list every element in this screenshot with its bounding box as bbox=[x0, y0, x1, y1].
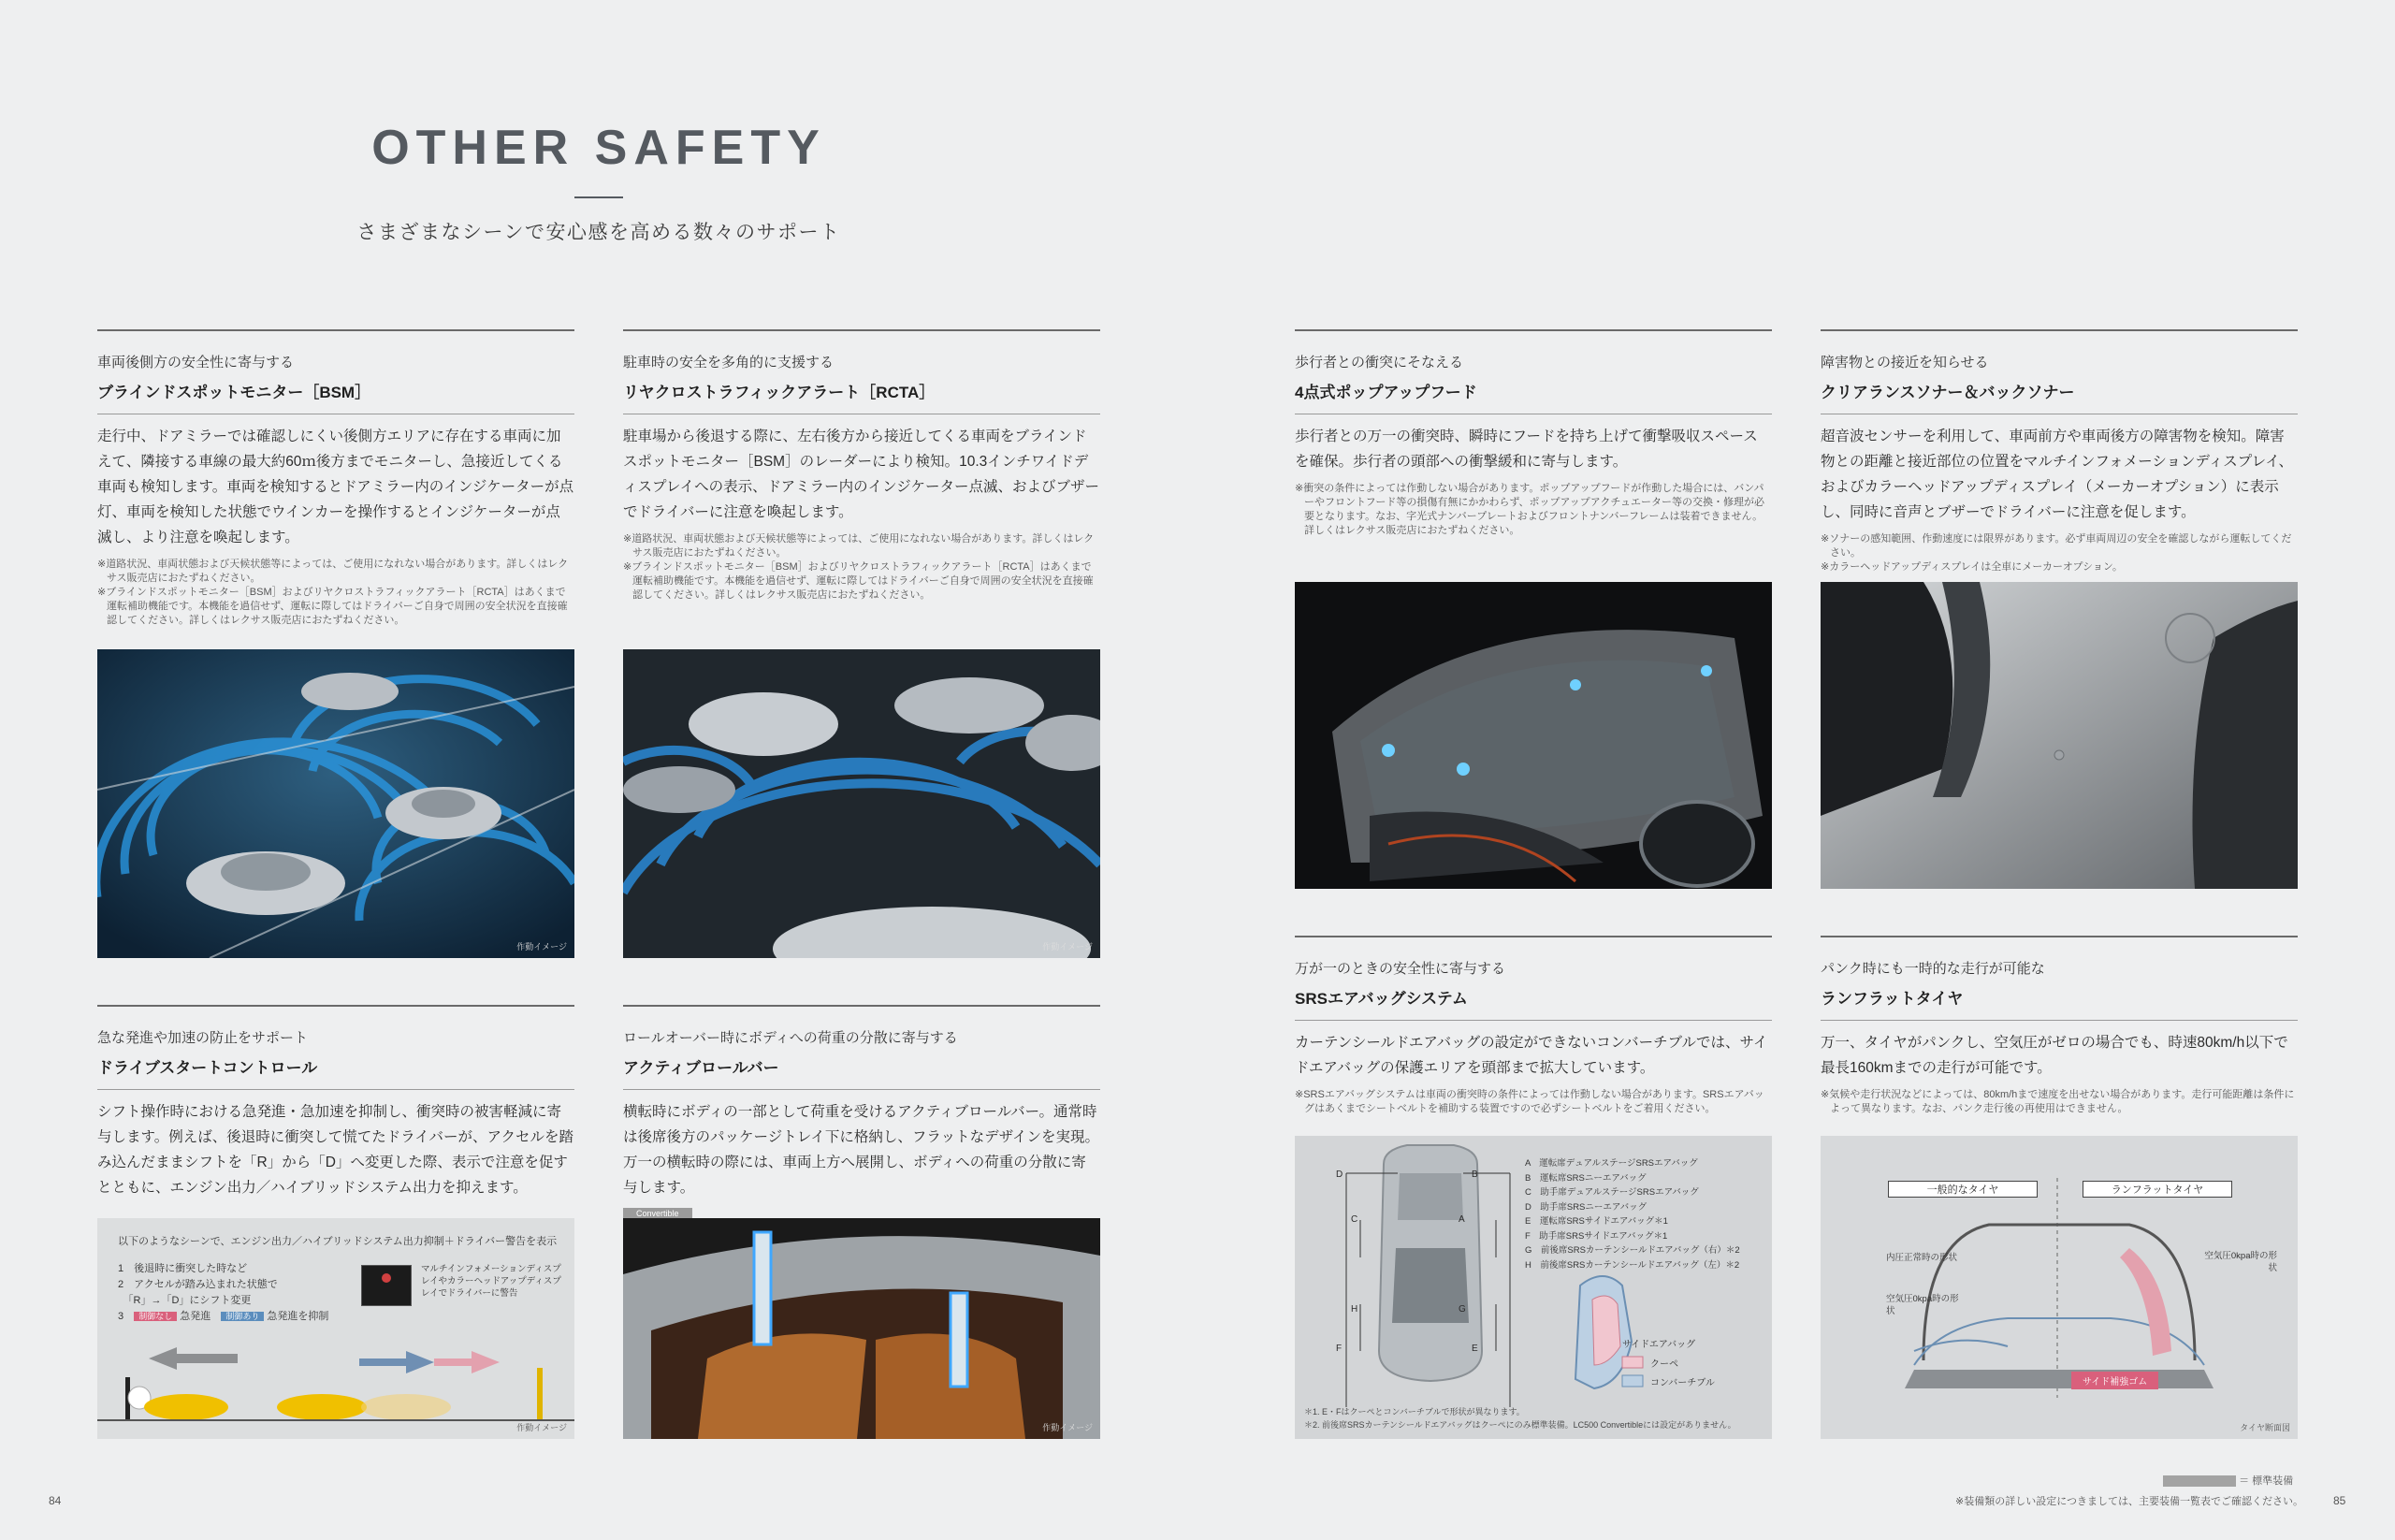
section-lead: 車両後側方の安全性に寄与する bbox=[97, 355, 295, 370]
section-bsm bbox=[97, 329, 574, 628]
section-title: 4点式ポップアップフード bbox=[1295, 384, 1477, 401]
title-divider bbox=[574, 196, 623, 198]
photo-caption: 作動イメージ bbox=[1042, 942, 1093, 952]
label-zero-right: 空気圧0kpa時の形状 bbox=[2204, 1251, 2277, 1273]
airbag-item: D 助手席SRSニーエアバッグ bbox=[1525, 1201, 1647, 1213]
label-e: E bbox=[1472, 1344, 1478, 1354]
section-rcta bbox=[623, 329, 1100, 603]
footer-note: ※装備類の詳しい設定につきましては、主要装備一覧表でご確認ください。 bbox=[1955, 1496, 2303, 1507]
airbag-item: E 運転席SRSサイドエアバッグ＊1 bbox=[1525, 1216, 1668, 1227]
section-body: 歩行者との万一の衝突時、瞬時にフードを持ち上げて衝撃吸収スペースを確保。歩行者の頭部への衝撃緩和に寄与します。 bbox=[1295, 429, 1758, 470]
rollbar-photo bbox=[623, 1218, 1100, 1439]
photo-caption: タイヤ断面図 bbox=[2240, 1423, 2290, 1432]
section-lead: 駐車時の安全を多角的に支援する bbox=[623, 355, 835, 370]
bsm-photo bbox=[97, 649, 574, 958]
srs-footnotes bbox=[1304, 1405, 1736, 1431]
panel-heading: 以下のようなシーンで、エンジン出力／ハイブリッドシステム出力抑制＋ドライバー警告を表示 bbox=[118, 1236, 558, 1247]
label-c: C bbox=[1351, 1214, 1358, 1225]
list-item: 3 制御なし 急発進 制御あり 急発進を抑制 bbox=[118, 1311, 329, 1322]
page-title: OTHER SAFETY bbox=[371, 121, 826, 175]
note: ※道路状況、車両状態および天候状態等によっては、ご使用になれない場合があります。詳しくはレクサス販売店におたずねください。 bbox=[97, 559, 569, 584]
label-h: H bbox=[1351, 1304, 1358, 1315]
airbag-item: A 運転席デュアルステージSRSエアバッグ bbox=[1525, 1158, 1698, 1169]
list-item: 2 アクセルが踏み込まれた状態で bbox=[118, 1279, 278, 1290]
airbag-item: B 運転席SRSニーエアバッグ bbox=[1525, 1172, 1647, 1184]
airbag-item: C 助手席デュアルステージSRSエアバッグ bbox=[1525, 1187, 1699, 1198]
rcta-illustration bbox=[623, 649, 1100, 958]
section-title: ランフラットタイヤ bbox=[1821, 990, 1964, 1008]
section-top-rule bbox=[97, 329, 574, 331]
standard-equipment-legend bbox=[2163, 1473, 2293, 1488]
section-lead: 歩行者との衝突にそなえる bbox=[1295, 355, 1464, 370]
legend-coupe: クーペ bbox=[1650, 1359, 1678, 1370]
section-rule bbox=[97, 1089, 574, 1090]
footnote: ＊2. 前後席SRSカーテンシールドエアバッグはクーペにのみ標準装備。LC500 Convertibleには設定がありません。 bbox=[1304, 1420, 1736, 1430]
section-rule bbox=[1821, 1020, 2298, 1021]
convertible-tag: Convertible bbox=[623, 1208, 692, 1219]
section-title: SRSエアバッグシステム bbox=[1295, 990, 1468, 1008]
srs-diagram bbox=[1295, 1136, 1772, 1439]
section-srs-airbag bbox=[1295, 936, 1772, 1116]
page-number-right: 85 bbox=[2333, 1494, 2346, 1507]
section-lead: パンク時にも一時的な走行が可能な bbox=[1821, 961, 2045, 977]
label-runflat-tire: ランフラットタイヤ bbox=[2083, 1181, 2232, 1198]
bsm-illustration bbox=[97, 649, 574, 958]
note: ※ソナーの感知範囲、作動速度には限界があります。必ず車両周辺の安全を確認しながら運転してください。 bbox=[1821, 533, 2292, 559]
section-clearance-sonar bbox=[1821, 329, 2298, 574]
section-title: アクティブロールバー bbox=[623, 1059, 779, 1077]
section-notes bbox=[1821, 532, 2298, 574]
page-header bbox=[0, 120, 1198, 245]
legend-convertible: コンバーチブル bbox=[1650, 1378, 1715, 1388]
note: ※ブラインドスポットモニター［BSM］およびリヤクロストラフィックアラート［RCTA］はあくまで運転補助機能です。本機能を過信せず、運転に際してはドライバーご自身で周囲の安全状況を直接確認してください。詳しくはレクサス販売店におたずねください。 bbox=[97, 587, 568, 626]
legend-label: ＝ 標準装備 bbox=[2239, 1475, 2294, 1487]
runflat-diagram bbox=[1821, 1136, 2298, 1439]
section-title: ドライブスタートコントロール bbox=[97, 1059, 318, 1077]
panel-list bbox=[118, 1261, 328, 1325]
section-body: シフト操作時における急発進・急加速を抑制し、衝突時の被害軽減に寄与します。例えば、後退時に衝突して慌てたドライバーが、アクセルを踏み込んだままシフトを「R」から「D」へ変更した際、表示で注意を促すとともに、エンジン出力／ハイブリッドシステム出力を抑えます。 bbox=[97, 1104, 574, 1196]
label-b: B bbox=[1472, 1170, 1478, 1180]
label-a: A bbox=[1459, 1214, 1465, 1225]
section-title: ブラインドスポットモニター［BSM］ bbox=[97, 384, 371, 401]
legend-swatch bbox=[2163, 1475, 2236, 1487]
photo-caption: 作動イメージ bbox=[516, 1423, 567, 1432]
section-notes bbox=[1295, 482, 1772, 538]
note: ※ブラインドスポットモニター［BSM］およびリヤクロストラフィックアラート［RCTA］はあくまで運転補助機能です。本機能を過信せず、運転に際してはドライバーご自身で周囲の安全状況を直接確認してください。詳しくはレクサス販売店におたずねください。 bbox=[623, 561, 1094, 601]
section-top-rule bbox=[1295, 329, 1772, 331]
section-body: 駐車場から後退する際に、左右後方から接近してくる車両をブラインドスポットモニター［BSM］のレーダーにより検知。10.3インチワイドディスプレイへの表示、ドアミラー内のインジケーター点滅、およびブザーでドライバーに注意を喚起します。 bbox=[623, 429, 1099, 520]
label-normal-shape: 内圧正常時の形状 bbox=[1886, 1253, 1958, 1263]
label-d: D bbox=[1336, 1170, 1343, 1180]
section-notes bbox=[1821, 1088, 2298, 1116]
section-lead: ロールオーバー時にボディへの荷重の分散に寄与する bbox=[623, 1030, 958, 1046]
badge-control: 制御あり bbox=[221, 1312, 264, 1321]
section-rule bbox=[1295, 1020, 1772, 1021]
section-top-rule bbox=[1821, 329, 2298, 331]
section-body: カーテンシールドエアバッグの設定ができないコンバーチブルでは、サイドエアバッグの保護エリアを頭部まで拡大しています。 bbox=[1295, 1035, 1768, 1076]
section-body: 万一、タイヤがパンクし、空気圧がゼロの場合でも、時速80km/h以下で最長160kmまでの走行が可能です。 bbox=[1821, 1035, 2288, 1076]
airbag-item: F 助手席SRSサイドエアバッグ＊1 bbox=[1525, 1230, 1668, 1242]
section-notes bbox=[97, 558, 574, 628]
section-rule bbox=[623, 1089, 1100, 1090]
section-top-rule bbox=[623, 329, 1100, 331]
dsc-illustration bbox=[97, 1330, 574, 1439]
page-subtitle: さまざまなシーンで安心感を高める数々のサポート bbox=[356, 222, 841, 243]
rcta-photo bbox=[623, 649, 1100, 958]
section-lead: 急な発進や加速の防止をサポート bbox=[97, 1030, 309, 1046]
list-item: 1 後退時に衝突した時など bbox=[118, 1263, 248, 1274]
note: ※SRSエアバッグシステムは車両の衝突時の条件によっては作動しない場合があります。SRSエアバッグはあくまでシートベルトを補助する装置ですので必ずシートベルトをご着用ください。 bbox=[1295, 1089, 1764, 1114]
section-body: 超音波センサーを利用して、車両前方や車両後方の障害物を検知。障害物との距離と接近部位の位置をマルチインフォメーションディスプレイ、およびカラーヘッドアップディスプレイ（メーカーオプション）に表示し、同時に音声とブザーでドライバーに注意を促します。 bbox=[1821, 429, 2293, 520]
section-runflat-tire bbox=[1821, 936, 2298, 1116]
section-title: クリアランスソナー＆バックソナー bbox=[1821, 384, 2075, 401]
section-notes bbox=[1295, 1088, 1772, 1116]
section-body: 走行中、ドアミラーでは確認しにくい後側方エリアに存在する車両に加えて、隣接する車線の最大約60ｍ後方までモニターし、急接近してくる車両も検知します。車両を検知するとドアミラー内のインジケーターが点灯、車両を検知した状態でウインカーを操作するとインジケーターが点滅し、より注意を喚起します。 bbox=[97, 429, 574, 545]
airbag-item: H 前後席SRSカーテンシールドエアバッグ（左）＊2 bbox=[1525, 1259, 1740, 1271]
note: ※気候や走行状況などによっては、80km/hまで速度を出せない場合があります。走行可能距離は条件によって異なります。なお、パンク走行後の再使用はできません。 bbox=[1821, 1089, 2295, 1114]
section-body: 横転時にボディの一部として荷重を受けるアクティブロールバー。通常時は後席後方のパッケージトレイ下に格納し、フラットなデザインを実現。万一の横転時の際には、車両上方へ展開し、ボディへの荷重の分散に寄与します。 bbox=[623, 1104, 1100, 1196]
display-note: マルチインフォメーションディスプレイやカラーヘッドアップディスプレイでドライバーに警告 bbox=[421, 1264, 561, 1299]
note: ※道路状況、車両状態および天候状態等によっては、ご使用になれない場合があります。詳しくはレクサス販売店におたずねください。 bbox=[623, 533, 1095, 559]
airbag-item: G 前後席SRSカーテンシールドエアバッグ（右）＊2 bbox=[1525, 1245, 1740, 1256]
photo-caption: 作動イメージ bbox=[1042, 1423, 1093, 1432]
list-item: 「R」→「D」にシフト変更 bbox=[118, 1295, 252, 1306]
note: ※カラーヘッドアップディスプレイは全車にメーカーオプション。 bbox=[1821, 561, 2123, 573]
section-active-rollbar bbox=[623, 1005, 1100, 1221]
hood-illustration bbox=[1295, 582, 1772, 889]
note: ※衝突の条件によっては作動しない場合があります。ポップアップフードが作動した場合には、バンパーやフロントフード等の損傷有無にかかわらず、ポップアップアクチュエーター等の交換・修理が必要となります。なお、字光式ナンバープレートおよびフロントナンバーフレームは装着できません。詳しくはレクサス販売店におたずねください。 bbox=[1295, 483, 1765, 536]
section-notes bbox=[623, 532, 1100, 603]
sonar-illustration bbox=[1821, 582, 2298, 889]
section-lead: 障害物との接近を知らせる bbox=[1821, 355, 1989, 370]
hood-photo bbox=[1295, 582, 1772, 889]
dsc-panel bbox=[97, 1218, 574, 1439]
sonar-photo bbox=[1821, 582, 2298, 889]
label-normal-tire: 一般的なタイヤ bbox=[1888, 1181, 2038, 1198]
section-lead: 万が一のときの安全性に寄与する bbox=[1295, 961, 1506, 977]
section-top-rule bbox=[97, 1005, 574, 1007]
label-f: F bbox=[1336, 1344, 1343, 1354]
section-top-rule bbox=[1295, 936, 1772, 937]
airbag-list bbox=[1525, 1156, 1740, 1272]
side-airbag-title: サイドエアバッグ bbox=[1622, 1340, 1696, 1350]
label-zero-left: 空気圧0kpa時の形状 bbox=[1886, 1294, 1959, 1316]
page-number-left: 84 bbox=[49, 1494, 62, 1507]
section-title: リヤクロストラフィックアラート［RCTA］ bbox=[623, 384, 936, 401]
badge-no-control: 制御なし bbox=[134, 1312, 177, 1321]
section-top-rule bbox=[1821, 936, 2298, 937]
photo-caption: 作動イメージ bbox=[516, 942, 567, 952]
footnote: ＊1. E・Fはクーペとコンバーチブルで形状が異なります。 bbox=[1304, 1407, 1525, 1417]
side-rubber-badge: サイド補強ゴム bbox=[2071, 1372, 2158, 1389]
section-top-rule bbox=[623, 1005, 1100, 1007]
rollbar-illustration bbox=[623, 1218, 1100, 1439]
section-drive-start-control bbox=[97, 1005, 574, 1200]
label-g: G bbox=[1459, 1304, 1466, 1315]
section-popup-hood bbox=[1295, 329, 1772, 538]
warning-display-icon bbox=[361, 1265, 412, 1306]
